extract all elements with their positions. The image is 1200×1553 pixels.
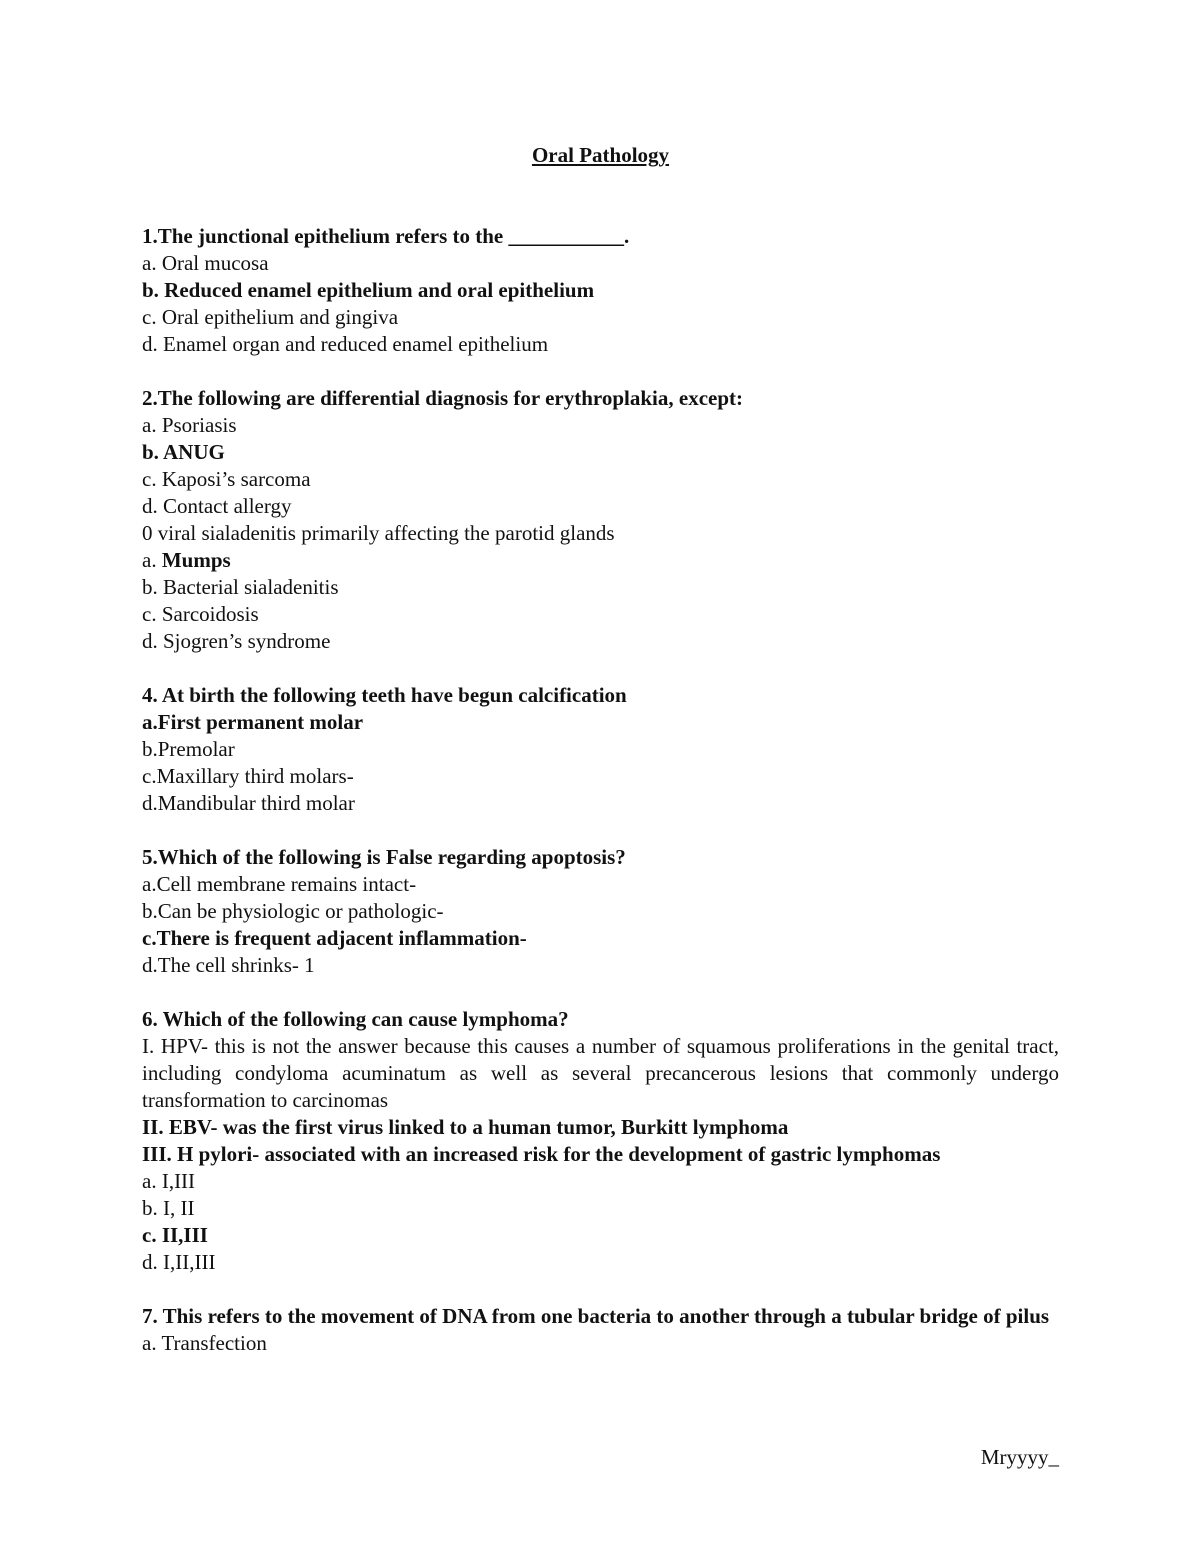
question-1-option-d: d. Enamel organ and reduced enamel epithelium xyxy=(142,332,549,356)
question-6-option-d: d. I,II,III xyxy=(142,1250,216,1274)
question-4-option-c: c.Maxillary third molars- xyxy=(142,764,354,788)
document-page xyxy=(142,142,1059,1357)
question-4-option-d: d.Mandibular third molar xyxy=(142,791,355,815)
question-2-option-b: b. ANUG xyxy=(142,440,225,464)
question-2-option-c: c. Kaposi’s sarcoma xyxy=(142,467,311,491)
question-3-option-a-answer: Mumps xyxy=(161,548,231,572)
question-5-option-c: c.There is frequent adjacent inflammation- xyxy=(142,926,527,950)
question-3-option-b: b. Bacterial sialadenitis xyxy=(142,575,339,599)
question-7-stem: 7. This refers to the movement of DNA from one bacteria to another through a tubular bridge of pilus xyxy=(142,1304,1050,1328)
question-5-stem: 5.Which of the following is False regarding apoptosis? xyxy=(142,845,626,869)
question-2-option-a: a. Psoriasis xyxy=(142,413,237,437)
question-2-option-d: d. Contact allergy xyxy=(142,494,292,518)
question-3-stem: 0 viral sialadenitis primarily affecting the parotid glands xyxy=(142,521,615,545)
question-7-option-a: a. Transfection xyxy=(142,1331,267,1355)
question-1-option-b: b. Reduced enamel epithelium and oral epithelium xyxy=(142,278,595,302)
question-6-statement-1: I. HPV- this is not the answer because this causes a number of squamous proliferations in the genital tract, including condyloma acuminatum as well as several precancerous lesions that commonly undergo transformation to carcinomas xyxy=(142,1034,1059,1112)
question-1-option-a: a. Oral mucosa xyxy=(142,251,269,275)
question-1-stem: 1.The junctional epithelium refers to the ___________. xyxy=(142,224,630,248)
question-5 xyxy=(142,844,1059,979)
question-6-stem: 6. Which of the following can cause lymphoma? xyxy=(142,1007,569,1031)
question-5-option-b: b.Can be physiologic or pathologic- xyxy=(142,899,444,923)
question-6-option-a: a. I,III xyxy=(142,1169,196,1193)
question-4-stem: 4. At birth the following teeth have begun calcification xyxy=(142,683,627,707)
question-3-option-d: d. Sjogren’s syndrome xyxy=(142,629,331,653)
question-4-option-b: b.Premolar xyxy=(142,737,235,761)
question-7 xyxy=(142,1303,1059,1357)
question-4-option-a: a.First permanent molar xyxy=(142,710,364,734)
question-2 xyxy=(142,385,1059,520)
question-3 xyxy=(142,520,1059,655)
question-4 xyxy=(142,682,1059,817)
footer-signature: Mryyyy_ xyxy=(980,1445,1059,1469)
question-2-stem: 2.The following are differential diagnosis for erythroplakia, except: xyxy=(142,386,744,410)
question-5-option-a: a.Cell membrane remains intact- xyxy=(142,872,417,896)
question-3-option-a xyxy=(142,547,1059,574)
question-3-option-a-prefix: a. xyxy=(142,548,162,572)
question-6-option-c: c. II,III xyxy=(142,1223,208,1247)
question-1 xyxy=(142,223,1059,358)
question-6-statement-3: III. H pylori- associated with an increased risk for the development of gastric lymphomas xyxy=(142,1142,941,1166)
question-6 xyxy=(142,1006,1059,1276)
page-title: Oral Pathology xyxy=(531,143,670,167)
question-5-option-d: d.The cell shrinks- 1 xyxy=(142,953,315,977)
question-6-statement-2: II. EBV- was the first virus linked to a human tumor, Burkitt lymphoma xyxy=(142,1115,789,1139)
question-3-option-c: c. Sarcoidosis xyxy=(142,602,259,626)
question-6-option-b: b. I, II xyxy=(142,1196,195,1220)
question-1-option-c: c. Oral epithelium and gingiva xyxy=(142,305,399,329)
